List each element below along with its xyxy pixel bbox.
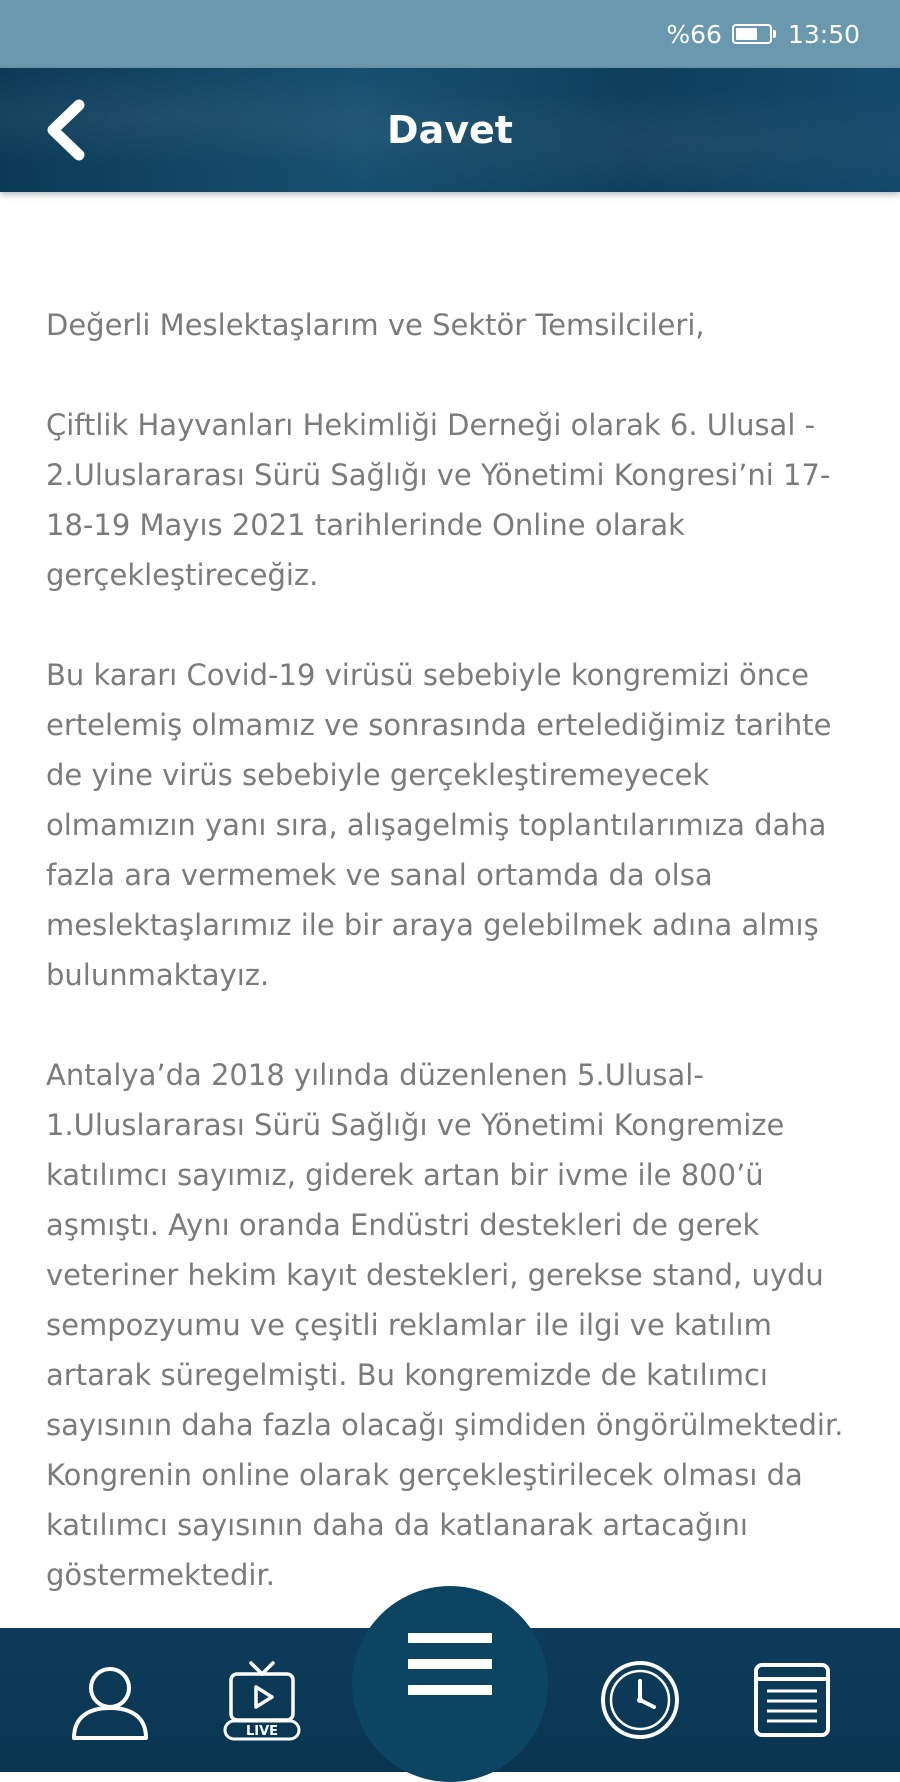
app-header: [0, 68, 900, 192]
invitation-text: [46, 300, 866, 1750]
battery-fill: [736, 28, 757, 40]
status-time: 13:50: [787, 19, 860, 49]
tab-news[interactable]: [742, 1650, 842, 1750]
status-bar: [0, 0, 900, 68]
page-title: Davet: [387, 108, 513, 152]
battery-icon: [732, 24, 772, 44]
user-icon: [68, 1658, 152, 1742]
tab-schedule[interactable]: [590, 1650, 690, 1750]
back-button[interactable]: [30, 90, 100, 170]
live-tv-icon: [219, 1657, 305, 1743]
paragraph-announcement: Çiftlik Hayvanları Hekimliği Derneği olarak 6. Ulusal - 2.Uluslararası Sürü Sağlığı ve Yönetimi Kongresi’ni 17-18-19 Mayıs 2021 tarihlerinde Online olarak gerçekleştireceğiz.: [46, 408, 831, 592]
tab-live[interactable]: [212, 1650, 312, 1750]
menu-button[interactable]: [352, 1586, 548, 1782]
chevron-left-icon: [43, 99, 87, 161]
paragraph-history: Antalya’da 2018 yılında düzenlenen 5.Ulusal-1.Uluslararası Sürü Sağlığı ve Yönetimi Kongremize katılımcı sayımız, giderek artan bir ivme ile 800’ü aşmıştı. Aynı oranda Endüstri destekleri de gerek veteriner hekim kayıt destekleri, gerekse stand, uydu sempozyumu ve çeşitli reklamlar ile ilgi ve katılım artarak süregelmişti. Bu kongremizde de katılımcı sayısının daha fazla olacağı şimdiden öngörülmektedir. Kongrenin online olarak gerçekleştirilecek olması da katılımcı sayısının daha da katlanarak artacağını göstermektedir.: [46, 1058, 844, 1592]
document-icon: [749, 1657, 835, 1743]
battery-percentage: %66: [666, 19, 722, 49]
paragraph-decision: Bu kararı Covid-19 virüsü sebebiyle kongremizi önce ertelemiş olmamız ve sonrasında ertelediğimiz tarihte de yine virüs sebebiyle gerçekleştiremeyecek olmamızın yanı sıra, alışagelmiş toplantılarımıza daha fazla ara vermemek ve sanal ortamda da olsa meslektaşlarımız ile bir araya gelebilmek adına almış bulunmaktayız.: [46, 658, 832, 992]
tab-profile[interactable]: [60, 1650, 160, 1750]
live-badge-text: LIVE: [245, 1724, 279, 1739]
paragraph-greeting: Değerli Meslektaşlarım ve Sektör Temsilcileri,: [46, 308, 705, 342]
menu-icon: [406, 1631, 494, 1697]
clock-icon: [597, 1657, 683, 1743]
